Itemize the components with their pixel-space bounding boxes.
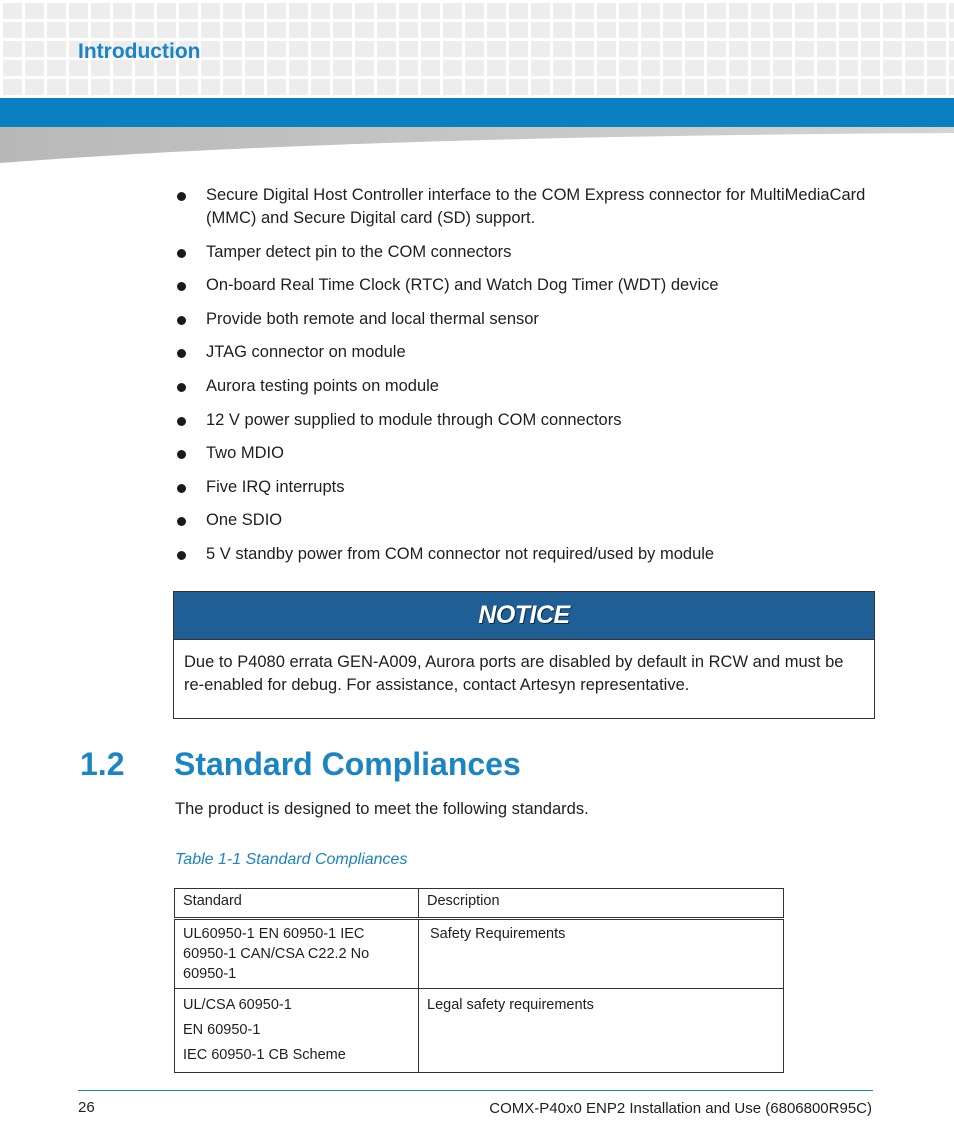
table-cell-standard (175, 989, 419, 1073)
list-item (175, 274, 895, 297)
description-text: Safety Requirements (430, 926, 566, 942)
standard-line: IEC 60950-1 CB Scheme (183, 1047, 346, 1063)
list-item-text: Five IRQ interrupts (206, 477, 345, 496)
header-section-title: Introduction (78, 40, 201, 63)
list-item-text: Provide both remote and local thermal sensor (206, 309, 539, 328)
bullet-icon (177, 517, 186, 526)
list-item-text: On-board Real Time Clock (RTC) and Watch Dog Timer (WDT) device (206, 276, 719, 295)
table-header-row (175, 889, 784, 919)
notice-text: Due to P4080 errata GEN-A009, Aurora ports are disabled by default in RCW and must be re-enabled for debug. For assistance, contact Artesyn representative. (184, 653, 844, 694)
list-item (175, 476, 895, 499)
page-number: 26 (78, 1099, 95, 1116)
list-item-text: 5 V standby power from COM connector not required/used by module (206, 544, 715, 563)
table-row (175, 989, 784, 1073)
standard-line: EN 60950-1 (183, 1022, 261, 1038)
standards-table (174, 888, 784, 1073)
section-title: Standard Compliances (174, 746, 521, 782)
notice-header (174, 592, 874, 640)
list-item (175, 409, 895, 432)
bullet-icon (177, 383, 186, 392)
list-item-text: One SDIO (206, 511, 283, 530)
list-item (175, 184, 895, 230)
list-item-text: JTAG connector on module (206, 343, 406, 362)
list-item (175, 308, 895, 331)
list-item (175, 509, 895, 532)
section-number: 1.2 (80, 746, 125, 782)
list-item (175, 543, 895, 566)
table-row (175, 919, 784, 989)
list-item (175, 442, 895, 465)
footer-document-title: COMX-P40x0 ENP2 Installation and Use (6806800R95C) (489, 1100, 872, 1117)
table-caption: Table 1-1 Standard Compliances (175, 851, 408, 868)
column-header-description: Description (419, 889, 784, 919)
bullet-icon (177, 484, 186, 493)
bullet-icon (177, 417, 186, 426)
list-item-text: Tamper detect pin to the COM connectors (206, 242, 512, 261)
bullet-icon (177, 551, 186, 560)
list-item (175, 241, 895, 264)
notice-title: NOTICE (478, 601, 570, 629)
table-cell-description (419, 919, 784, 989)
list-item-text: Secure Digital Host Controller interface to the COM Express connector for MultiMediaCard (MMC) and Secure Digital card (SD) support. (206, 186, 866, 227)
header-swoosh (0, 127, 954, 163)
bullet-icon (177, 349, 186, 358)
list-item-text: Aurora testing points on module (206, 376, 439, 395)
section-intro: The product is designed to meet the following standards. (175, 800, 589, 818)
bullet-icon (177, 282, 186, 291)
header-bar (0, 98, 954, 127)
description-text: Legal safety requirements (427, 997, 594, 1013)
notice-box (173, 591, 875, 719)
column-header-standard: Standard (175, 889, 419, 919)
list-item-text: 12 V power supplied to module through COM connectors (206, 410, 622, 429)
list-item (175, 341, 895, 364)
footer-rule (78, 1090, 873, 1091)
feature-list (175, 184, 895, 577)
list-item-text: Two MDIO (206, 444, 284, 463)
bullet-icon (177, 316, 186, 325)
bullet-icon (177, 450, 186, 459)
table-cell-description (419, 989, 784, 1073)
bullet-icon (177, 192, 186, 201)
standard-line: UL/CSA 60950-1 (183, 997, 292, 1013)
bullet-icon (177, 249, 186, 258)
list-item (175, 375, 895, 398)
table-cell-standard: UL60950-1 EN 60950-1 IEC 60950-1 CAN/CSA C22.2 No 60950-1 (175, 919, 419, 989)
